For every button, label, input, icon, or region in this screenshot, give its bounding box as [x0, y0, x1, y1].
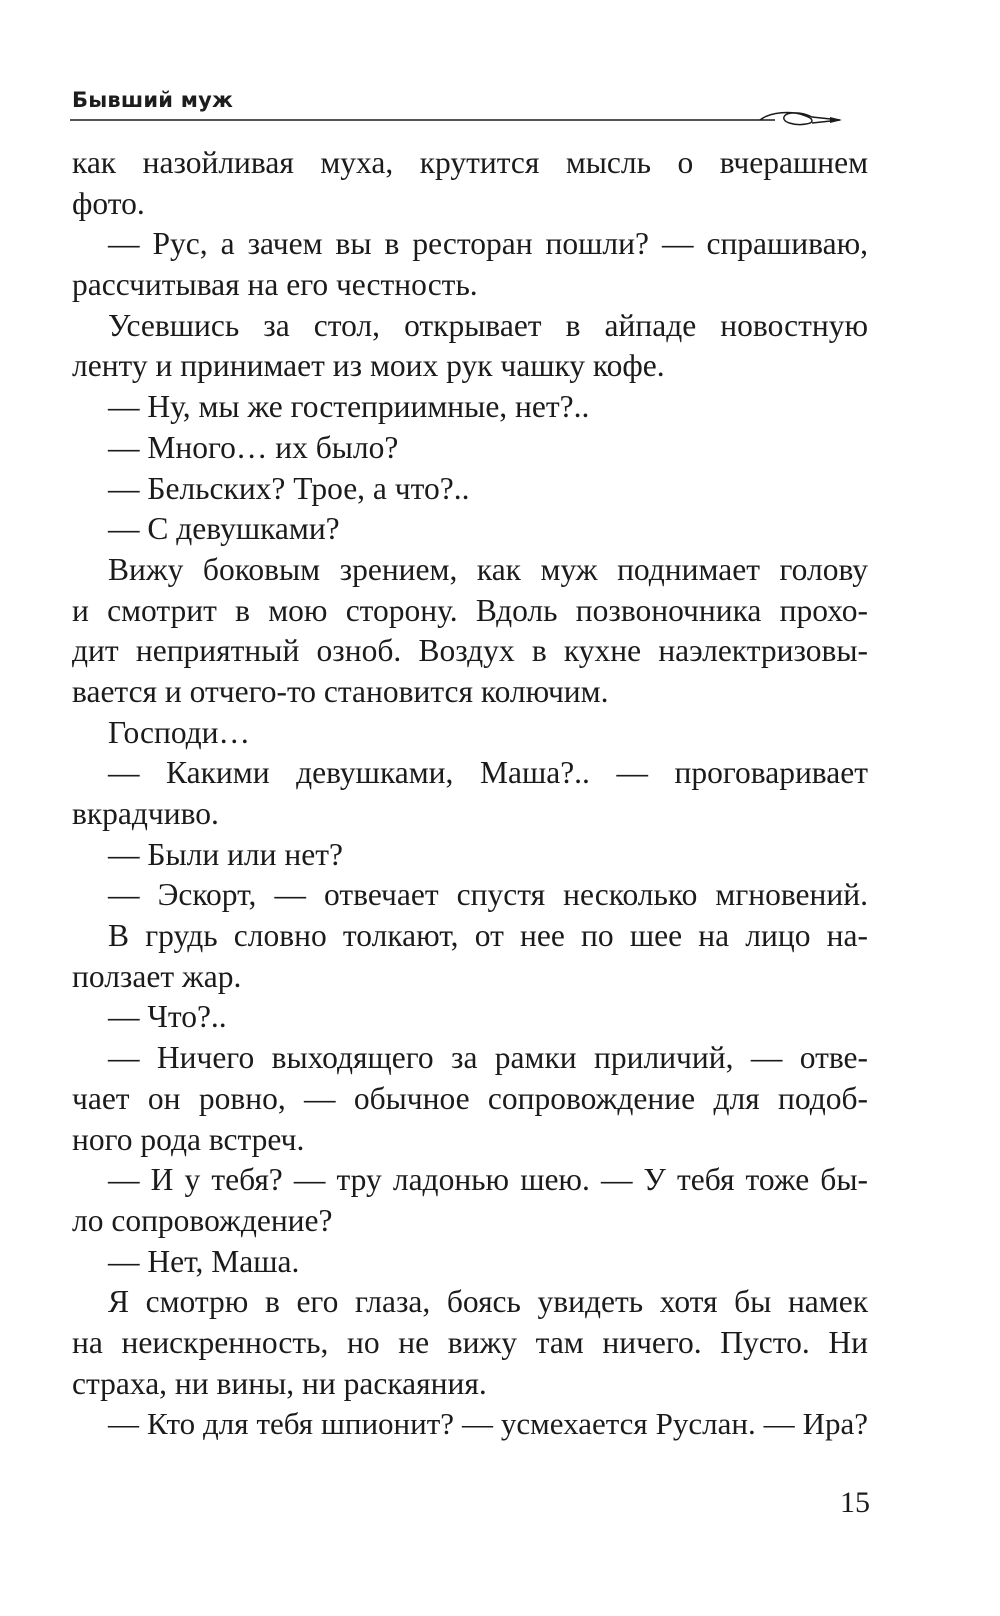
text-line: — И у тебя? — тру ладонью шею. — У тебя тоже бы- [108, 1162, 868, 1198]
text-line: — С девушками? [108, 511, 340, 547]
text-line: В грудь словно толкают, от нее по шее на лицо на- [108, 918, 868, 954]
text-line: ного рода встреч. [72, 1121, 305, 1157]
text-line: — Кто для тебя шпионит? — усмехается Руслан. — Ира? [108, 1406, 868, 1442]
text-line: Я смотрю в его глаза, боясь увидеть хотя бы намек [108, 1284, 868, 1320]
text-line: — Рус, а зачем вы в ресторан пошли? — спрашиваю, [108, 226, 868, 262]
text-line: ло сопровождение? [72, 1202, 333, 1238]
text-line: — Много… их было? [108, 429, 399, 465]
text-line: — Ничего выходящего за рамки приличий, — отве- [108, 1040, 868, 1076]
header-rule-ornament [70, 108, 870, 132]
text-line: — Что?.. [108, 999, 227, 1035]
text-line: — Были или нет? [108, 836, 343, 872]
running-head: Бывший муж [72, 88, 234, 112]
text-line: — Нет, Маша. [108, 1243, 300, 1279]
text-line: как назойливая муха, крутится мысль о вчерашнем [72, 145, 868, 180]
text-line: вкрадчиво. [72, 796, 219, 831]
text-line: — Какими девушками, Маша?.. — проговаривает [108, 755, 868, 791]
text-line: Вижу боковым зрением, как муж поднимает голову [108, 551, 868, 587]
text-line: дит неприятный озноб. Воздух в кухне наэлектризовы- [72, 633, 868, 669]
text-line: Господи… [108, 714, 251, 750]
text-line: чает он ровно, — обычное сопровождение для подоб- [72, 1080, 868, 1116]
text-line: вается и отчего-то становится колючим. [72, 673, 609, 709]
text-line: ползает жар. [72, 958, 242, 994]
text-line: ленту и принимает из моих рук чашку кофе. [72, 348, 665, 384]
text-line: — Ну, мы же гостеприимные, нет?.. [108, 389, 590, 425]
text-line: — Бельских? Трое, а что?.. [108, 470, 470, 506]
text-line: фото. [72, 185, 145, 221]
text-line: — Эскорт, — отвечает спустя несколько мгновений. [108, 877, 868, 913]
body-text [72, 143, 868, 1445]
page-number: 15 [840, 1486, 870, 1519]
text-line: рассчитывая на его честность. [72, 267, 478, 303]
text-line: Усевшись за стол, открывает в айпаде новостную [108, 307, 868, 343]
text-line: страха, ни вины, ни раскаяния. [72, 1365, 487, 1401]
text-line: и смотрит в мою сторону. Вдоль позвоночника прохо- [72, 592, 868, 628]
text-line: на неискренность, но не вижу там ничего. Пусто. Ни [72, 1324, 868, 1360]
